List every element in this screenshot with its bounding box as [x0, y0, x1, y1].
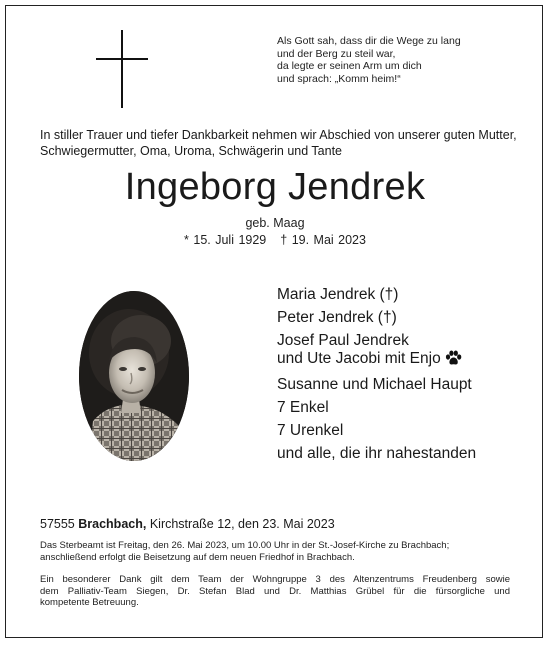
survivor-entry: Peter Jendrek (†)	[277, 309, 397, 326]
address-date: Kirchstraße 12, den 23. Mai 2023	[149, 517, 335, 531]
town-name: Brachbach,	[78, 517, 147, 531]
survivor-entry-text: und Ute Jacobi mit Enjo	[277, 350, 441, 367]
survivor-entry: 7 Enkel	[277, 399, 329, 416]
survivor-entry-line	[277, 350, 476, 371]
thanks-line: dem Palliativ-Team Siegen, Dr. Stefan Blad und Dr. Matthias Grübel für die fürsorgliche und	[40, 585, 510, 597]
survivor-entry	[277, 332, 476, 371]
thanks-line: Ein besonderer Dank gilt dem Team der Wohngruppe 3 des Altenzentrums Freudenberg sowie	[40, 574, 510, 585]
funeral-info-line: Das Sterbeamt ist Freitag, den 26. Mai 2023, um 10.00 Uhr in der St.-Josef-Kirche zu Brachbach;	[40, 540, 450, 551]
cross-icon	[96, 30, 148, 108]
funeral-info-line: anschließend erfolgt die Beisetzung auf dem neuen Friedhof in Brachbach.	[40, 551, 355, 563]
survivor-entry: Maria Jendrek (†)	[277, 286, 399, 303]
death-date: † 19. Mai 2023	[280, 233, 366, 247]
thanks-note	[40, 574, 510, 609]
thanks-line: kompetente Betreuung.	[40, 597, 139, 609]
maiden-name: geb. Maag	[245, 216, 305, 230]
paw-print-icon	[445, 350, 462, 371]
deceased-name: Ingeborg Jendrek	[124, 166, 426, 208]
poem-line: und sprach: „Komm heim!“	[277, 72, 401, 85]
intro-text: In stiller Trauer und tiefer Dankbarkeit nehmen wir Abschied von unserer guten Mutter, Schwiegermutter, Oma, Uroma, Schwägerin und Tante	[40, 128, 517, 158]
cross-vertical-bar	[121, 30, 123, 108]
survivor-entry: 7 Urenkel	[277, 422, 344, 439]
birth-date: * 15. Juli 1929	[184, 233, 267, 247]
survivors-list	[277, 286, 476, 468]
life-dates	[0, 233, 550, 247]
poem-line: da legte er seinen Arm um dich	[277, 60, 422, 73]
survivor-entry: Susanne und Michael Haupt	[277, 376, 472, 393]
place-and-date	[40, 517, 335, 531]
poem-line: und der Berg zu steil war,	[277, 47, 396, 60]
funeral-info	[40, 540, 510, 563]
survivor-entry-line: Josef Paul Jendrek	[277, 332, 409, 349]
poem-line: Als Gott sah, dass dir die Wege zu lang	[277, 35, 461, 47]
memorial-poem	[277, 35, 461, 85]
portrait-photo	[79, 291, 189, 461]
cross-horizontal-bar	[96, 58, 148, 60]
postal-code: 57555	[40, 517, 75, 531]
survivor-entry: und alle, die ihr nahestanden	[277, 445, 477, 462]
